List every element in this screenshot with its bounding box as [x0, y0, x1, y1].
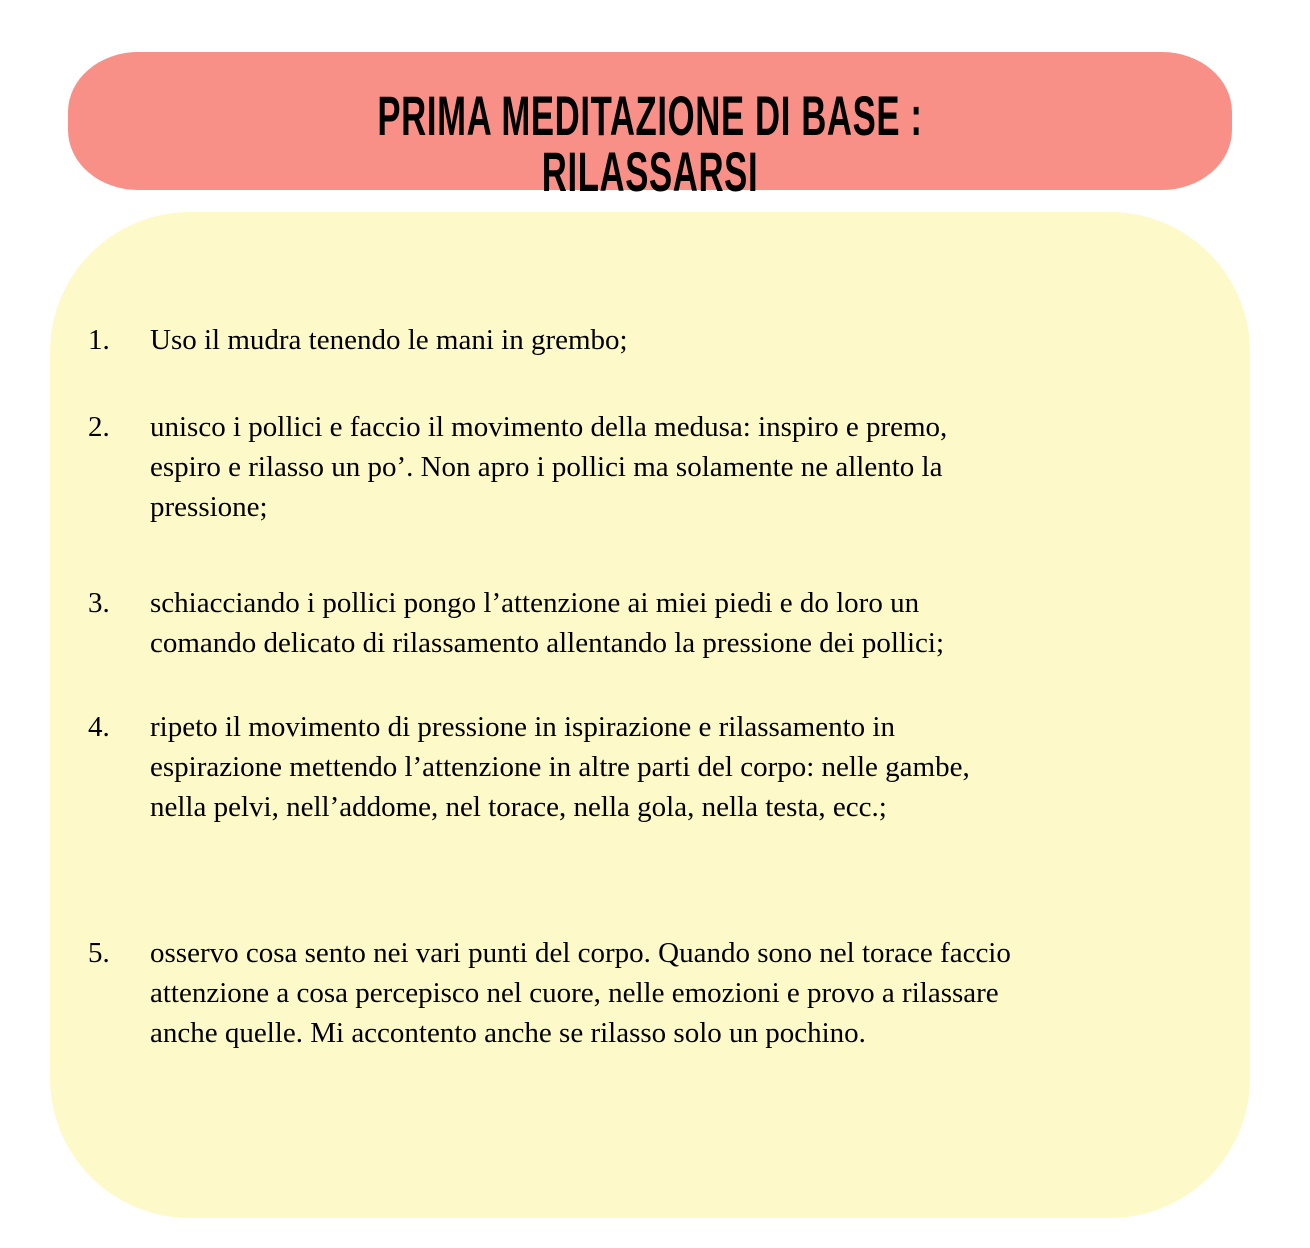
item-text-line: attenzione a cosa percepisco nel cuore, nelle emozioni e provo a rilassare [150, 977, 999, 1009]
page-title: PRIMA MEDITAZIONE DI BASE : RILASSARSI [377, 84, 923, 203]
item-number: 1. [88, 324, 110, 356]
item-text-line: ripeto il movimento di pressione in ispirazione e rilassamento in [150, 711, 895, 743]
item-text-line: espirazione mettendo l’attenzione in altre parti del corpo: nelle gambe, [150, 751, 970, 783]
title-banner [68, 52, 1232, 203]
item-text-line: schiacciando i pollici pongo l’attenzione ai miei piedi e do loro un [150, 587, 920, 619]
item-text-line: comando delicato di rilassamento allentando la pressione dei pollici; [150, 627, 945, 659]
item-number: 4. [88, 711, 110, 743]
item-text-line: nella pelvi, nell’addome, nel torace, nella gola, nella testa, ecc.; [150, 791, 887, 823]
item-text-line: anche quelle. Mi accontento anche se rilasso solo un pochino. [150, 1017, 866, 1049]
item-text-line: espiro e rilasso un po’. Non apro i pollici ma solamente ne allento la [150, 451, 943, 483]
item-number: 5. [88, 937, 110, 969]
item-text-line: pressione; [150, 491, 268, 523]
item-number: 2. [88, 411, 110, 443]
item-text-line: Uso il mudra tenendo le mani in grembo; [150, 324, 628, 356]
instructions-panel [50, 212, 1250, 1218]
item-number: 3. [88, 587, 110, 619]
item-text-line: osservo cosa sento nei vari punti del corpo. Quando sono nel torace faccio [150, 937, 1011, 969]
item-text-line: unisco i pollici e faccio il movimento della medusa: inspiro e premo, [150, 411, 948, 443]
